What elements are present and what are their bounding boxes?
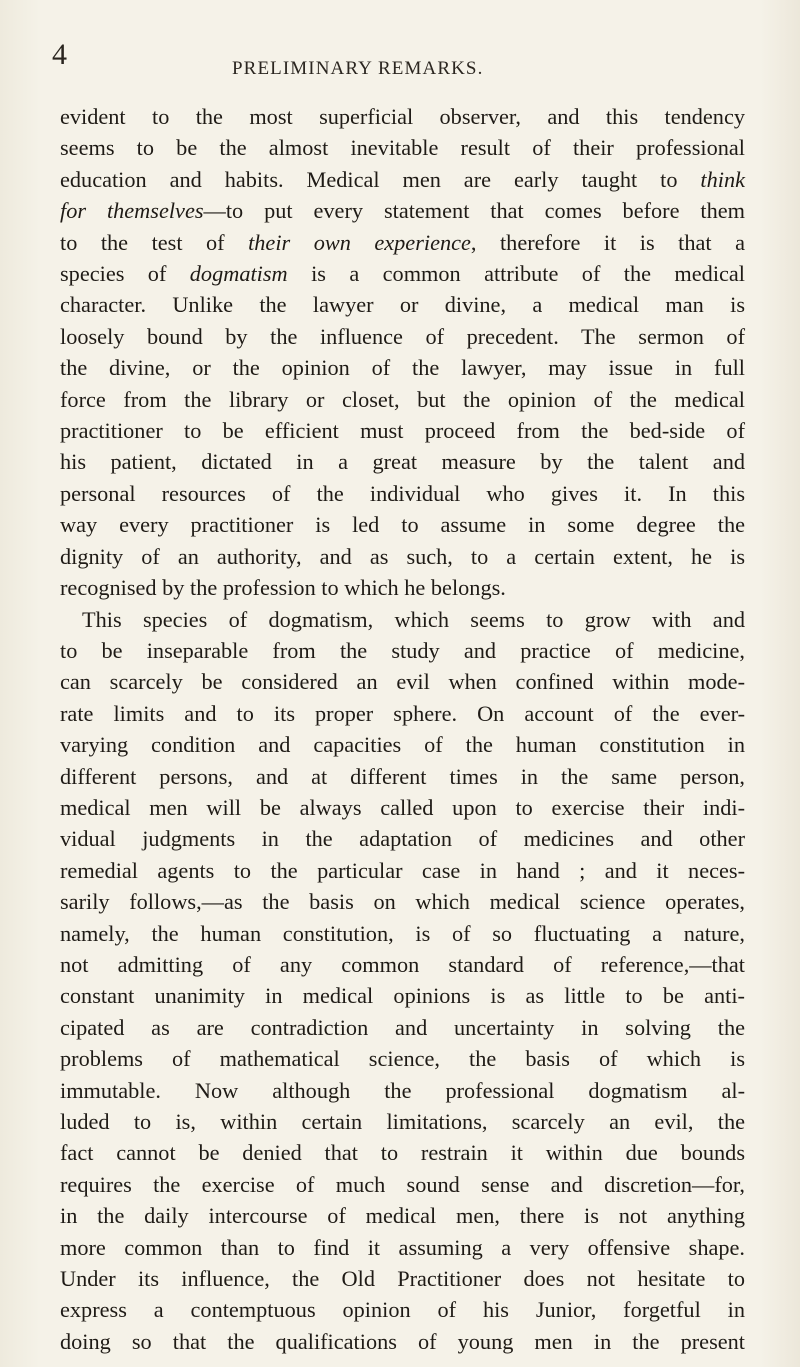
text-line: requires the exercise of much sound sense and discretion—for, xyxy=(60,1171,745,1197)
text-line: medical men will be always called upon to exercise their indi- xyxy=(60,794,745,820)
text-line: species of dogmatism is a common attribute of the medical xyxy=(60,261,745,287)
text-line: recognised by the profession to which he belongs. xyxy=(60,575,506,601)
text-line: can scarcely be considered an evil when confined within mode- xyxy=(60,669,745,695)
text-line: more common than to find it assuming a very offensive shape. xyxy=(60,1234,745,1260)
text-line: remedial agents to the particular case in hand ; and it neces- xyxy=(60,857,745,883)
text-line: varying condition and capacities of the human constitution in xyxy=(60,732,745,758)
text-line: sarily follows,—as the basis on which medical science operates, xyxy=(60,889,745,915)
text-line: dignity of an authority, and as such, to a certain extent, he is xyxy=(60,543,745,569)
text-line: This species of dogmatism, which seems to grow with and xyxy=(82,606,745,632)
emphasis: think xyxy=(700,166,745,192)
text-line: personal resources of the individual who gives it. In this xyxy=(60,480,745,506)
emphasis: dogmatism xyxy=(189,261,288,287)
text-line: in the daily intercourse of medical men, there is not anything xyxy=(60,1203,745,1229)
text-line: his patient, dictated in a great measure by the talent and xyxy=(60,449,745,475)
text-line: to the test of their own experience, therefore it is that a xyxy=(60,229,745,255)
text-line: fact cannot be denied that to restrain it within due bounds xyxy=(60,1140,745,1166)
running-head: PRELIMINARY REMARKS. xyxy=(232,58,484,79)
text-line: not admitting of any common standard of reference,—that xyxy=(60,951,745,977)
text-line: for themselves—to put every statement that comes before them xyxy=(60,198,745,224)
text-line: evident to the most superficial observer, and this tendency xyxy=(60,104,745,129)
text-line: practitioner to be efficient must proceed from the bed-side of xyxy=(60,418,745,444)
text-line: express a contemptuous opinion of his Junior, forgetful in xyxy=(60,1297,745,1323)
text-line: namely, the human constitution, is of so fluctuating a nature, xyxy=(60,920,745,946)
text-line: different persons, and at different times in the same person, xyxy=(60,763,745,789)
emphasis: for themselves xyxy=(60,198,204,224)
text-line: problems of mathematical science, the basis of which is xyxy=(60,1046,745,1072)
text-line: education and habits. Medical men are early taught to think xyxy=(60,166,745,192)
text-line: loosely bound by the influence of precedent. The sermon of xyxy=(60,323,745,349)
text-line: character. Unlike the lawyer or divine, a medical man is xyxy=(60,292,745,318)
text-line: seems to be the almost inevitable result of their professional xyxy=(60,135,745,161)
text-line: vidual judgments in the adaptation of medicines and other xyxy=(60,826,745,852)
text-line: doing so that the qualifications of young men in the present xyxy=(60,1328,745,1354)
page-number: 4 xyxy=(52,38,67,71)
text-line: to be inseparable from the study and practice of medicine, xyxy=(60,637,745,663)
body-text xyxy=(60,101,745,1357)
emphasis: their own experience xyxy=(248,229,471,255)
text-line: way every practitioner is led to assume in some degree the xyxy=(60,512,745,538)
text-line: cipated as are contradiction and uncertainty in solving the xyxy=(60,1014,745,1040)
text-line: rate limits and to its proper sphere. On account of the ever- xyxy=(60,700,745,726)
text-line: the divine, or the opinion of the lawyer, may issue in full xyxy=(60,355,745,381)
text-line: force from the library or closet, but the opinion of the medical xyxy=(60,386,745,412)
text-line: luded to is, within certain limitations, scarcely an evil, the xyxy=(60,1109,745,1134)
text-line: constant unanimity in medical opinions is as little to be anti- xyxy=(60,983,745,1009)
text-line: immutable. Now although the professional dogmatism al- xyxy=(60,1077,745,1103)
text-line: Under its influence, the Old Practitioner does not hesitate to xyxy=(60,1266,745,1292)
